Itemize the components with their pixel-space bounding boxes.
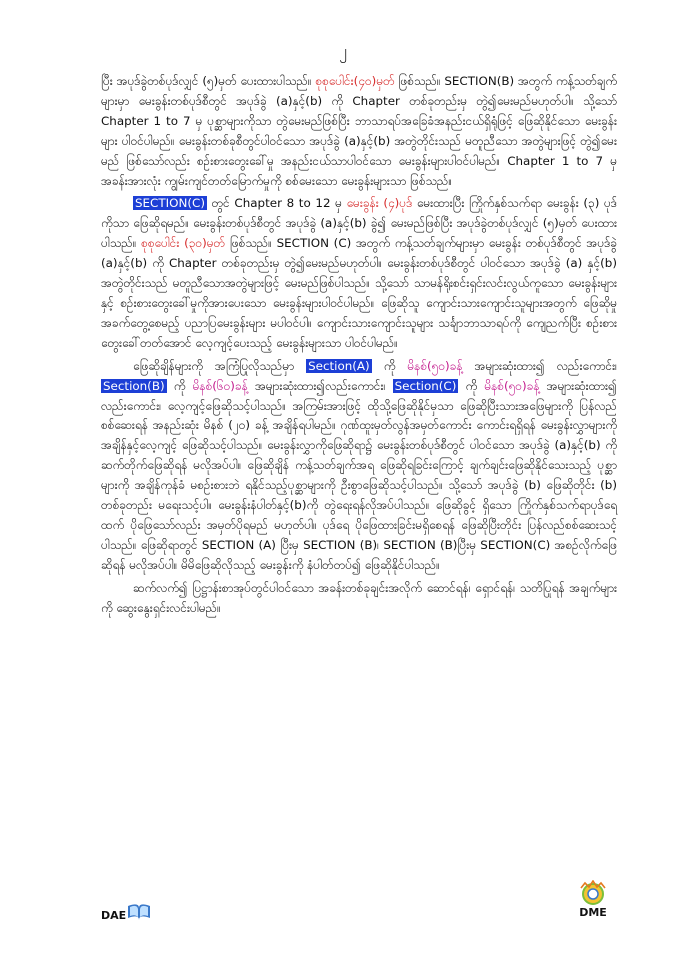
footer-dme bbox=[576, 880, 610, 919]
time-section-c: မိနစ်(၅၀)ခန့် bbox=[484, 378, 540, 393]
paragraph-closing bbox=[101, 579, 617, 619]
text-run: အများဆုံးထား၍ လည်းကောင်း၊ bbox=[462, 358, 617, 373]
text-run: တွင် Chapter 8 to 12 မှ bbox=[206, 196, 347, 211]
text-run: ဖြစ်သည်။ SECTION (C) အတွက် ကန့်သတ်ချက်များမှာ မေးခွန်း တစ်ပုဒ်စီတွင် အပုဒ်ခွဲ (a)နှင့်(b) ကို Chapter တစ်ခုတည်းမှ တွဲ၍မေးမည်မဟုတ်ပါ။ မေးခွန်းတစ်ပုဒ်စီတွင် ပါဝင်သော အပုဒ်ခွဲ (a) နှင့်(b) အတွဲတိုင်းသည် မတူညီသောအတွဲများဖြင့် မေးမည်ဖြစ်ပါသည်။ သို့သော် သာမန်ရိုးစင်းရှင်းလင်းလွယ်ကူသော မေးခွန်းများနှင့် စဉ်းစားတွေးခေါ်မှုကိုအားပေးသော မေးခွန်းများပါဝင်ပါမည်။ ဖြေဆိုသူ ကျောင်းသားကျောင်းသူများအတွက် ဖြေဆိုမှုအခက်တွေ့စေမည့် ပညာပြမေးခွန်းများ မပါဝင်ပါ။ ကျောင်းသားကျောင်းသူများ သင်္ချာဘာသာရပ်ကို ကျေညက်ပြီး စဉ်းစားတွေးခေါ်တတ်အောင် လေ့ကျင့်ပေးသည့် မေးခွန်းများသာ ပါဝင်ပါမည်။ bbox=[101, 236, 618, 350]
section-a-highlight: Section(A) bbox=[308, 358, 370, 373]
text-run: အများဆုံးထား၍ လည်းကောင်း၊ လေ့ကျင့်ဖြေဆိုသင့်ပါသည်။ အကြမ်းအားဖြင့် ထိုသို့ဖြေဆိုနိုင်မှသာ ဖြေဆိုပြီးသားအဖြေများကို ပြန်လည်စစ်ဆေးရန် အနည်းဆုံး မိနစ် (၂၀) ခန့် အချိန်ရပါမည်။ ဂုဏ်ထူးမှတ်လွန်အမှတ်ကောင်း ကောင်းရရှိရန် မေးခွန်းလွှာများကို အချိန်နှင့်လေ့ကျင့် ဖြေဆိုသင့်ပါသည်။ မေးခွန်းလွှာကိုဖြေဆိုရာ၌ မေးခွန်းတစ်ပုဒ်စီတွင် ပါဝင်သော အပုဒ်ခွဲ (a)နှင့်(b) ကို ဆက်တိုက်ဖြေဆိုရန် မလိုအပ်ပါ။ ဖြေဆိုချိန် ကန့်သတ်ချက်အရ ဖြေဆိုရခြင်းကြောင့် ချက်ချင်းဖြေဆိုနိုင်သေးသည့် ပုစ္ဆာများကို အချိန်ကုန်ခံ မစဉ်းစားဘဲ ရနိုင်သည့်ပုစ္ဆာများကို ဦးစွာဖြေဆိုသင့်ပါသည်။ သို့သော် အပုဒ်ခွဲ (b) ဖြေဆိုတိုင်း (b) တစ်ခုတည်း မရေးသင့်ပါ။ မေးခွန်းနံပါတ်နှင့်(b)ကို တွဲရေးရန်လိုအပ်ပါသည်။ ဖြေဆိုခွင့် ရှိသော ကြိုက်နှစ်သက်ရာပုဒ်ရေထက် ပိုဖြေသော်လည်း အမှတ်ပိုရမည် မဟုတ်ပါ။ ပုဒ်ရေ ပိုဖြေထားခြင်းမရှိစေရန် ဖြေဆိုပြီးတိုင်း ပြန်လည်စစ်ဆေးသင့်ပါသည်။ ဖြေဆိုရာတွင် SECTION (A) ပြီးမှ SECTION (B)၊ SECTION (B)ပြီးမှ SECTION(C) အစဉ်လိုက်ဖြေဆိုရန် မလိုအပ်ပါ။ မိမိဖြေဆိုလိုသည့် မေးခွန်းကို နံပါတ်တပ်၍ ဖြေဆိုနိုင်ပါသည်။ bbox=[101, 378, 617, 572]
total-marks-c: စုစုပေါင်း (၃၀)မှတ် bbox=[141, 236, 226, 251]
total-marks-b: စုစုပေါင်း(၄၀)မှတ် bbox=[315, 74, 395, 88]
document-body bbox=[101, 72, 617, 621]
text-run: ပြီး အပုဒ်ခွဲတစ်ပုဒ်လျှင် (၅)မှတ် ပေးထားပါသည်။ bbox=[101, 74, 316, 88]
section-c-highlight-2: Section(C) bbox=[394, 378, 457, 393]
text-run: ဆက်လက်၍ ပြဋ္ဌာန်းစာအုပ်တွင်ပါဝင်သော အခန်းတစ်ခုချင်းအလိုက် ဆောင်ရန်၊ ရှောင်ရန်၊ သတိပြုရန် အချက်များကို ဆွေးနွေးရှင်းလင်းပါမည်။ bbox=[101, 580, 617, 615]
text-run: အများဆုံးထား၍လည်းကောင်း၊ bbox=[247, 378, 393, 393]
text-run: မေးထားပြီး ကြိုက်နှစ်သက်ရာ မေးခွန်း (၃) ပုဒ် ကိုသာ ဖြေဆိုရမည်။ မေးခွန်းတစ်ပုဒ်စီတွင် အပုဒ်ခွဲ (a)နှင့်(b) ခွဲ၍ မေးမည်ဖြစ်ပြီး အပုဒ်ခွဲတစ်ပုဒ်လျှင် (၅)မှတ် ပေးထားပါသည်။ bbox=[101, 196, 617, 251]
dme-label: DME bbox=[579, 906, 607, 919]
section-b-highlight: Section(B) bbox=[103, 378, 165, 393]
paragraph-section-c bbox=[101, 194, 617, 353]
paragraph-timing bbox=[101, 357, 617, 576]
question-count-c: မေးခွန်း (၄)ပုဒ် bbox=[346, 196, 413, 211]
time-section-b: မိနစ်(၆၀)ခန့် bbox=[192, 378, 248, 393]
text-run: ကို bbox=[166, 378, 193, 393]
time-section-a: မိနစ်(၅၀)ခန့် bbox=[407, 358, 463, 373]
text-run: ကို bbox=[458, 378, 485, 393]
page-number: ၂ bbox=[339, 41, 347, 60]
text-run: ဖြစ်သည်။ SECTION(B) အတွက် ကန့်သတ်ချက်များမှာ မေးခွန်းတစ်ပုဒ်စီတွင် အပုဒ်ခွဲ (a)နှင့်(b) ကို Chapter တစ်ခုတည်းမှ တွဲ၍မေးမည်မဟုတ်ပါ။ သို့သော် Chapter 1 to 7 မှ ပုစ္ဆာများကိုသာ တွဲမေးမည်ဖြစ်ပြီး ဘာသာရပ်အခြေခံအနည်းငယ်ရှိရုံဖြင့် ဖြေဆိုနိုင်သော မေးခွန်းများ ပါဝင်ပါမည်။ မေးခွန်းတစ်ခုစီတွင်ပါဝင်သော အပုဒ်ခွဲ (a)နှင့်(b) အတွဲတိုင်းသည် မတူညီသော အတွဲများဖြင့် တွဲ၍မေးမည် ဖြစ်သော်လည်း စဉ်းစားတွေးခေါ်မှု အနည်းငယ်သာပါဝင်သော မေးခွန်းများပါဝင်ပါမည်။ Chapter 1 to 7 မှ အခန်းအားလုံး ကျွမ်းကျင်တတ်မြောက်မှုကို စစ်မေးသော မေးခွန်းများသာ ဖြစ်သည်။ bbox=[101, 74, 617, 188]
book-logo-icon bbox=[126, 900, 152, 922]
dae-label: DAE bbox=[101, 909, 127, 922]
paragraph-section-b bbox=[101, 72, 617, 191]
section-c-highlight: SECTION(C) bbox=[135, 196, 205, 211]
text-run: ဖြေဆိုချိန်များကို အကြံပြုလိုသည်မှာ bbox=[133, 358, 307, 373]
footer-dae bbox=[101, 900, 152, 922]
dme-logo-icon bbox=[576, 880, 610, 906]
text-run: ကို bbox=[371, 358, 408, 373]
